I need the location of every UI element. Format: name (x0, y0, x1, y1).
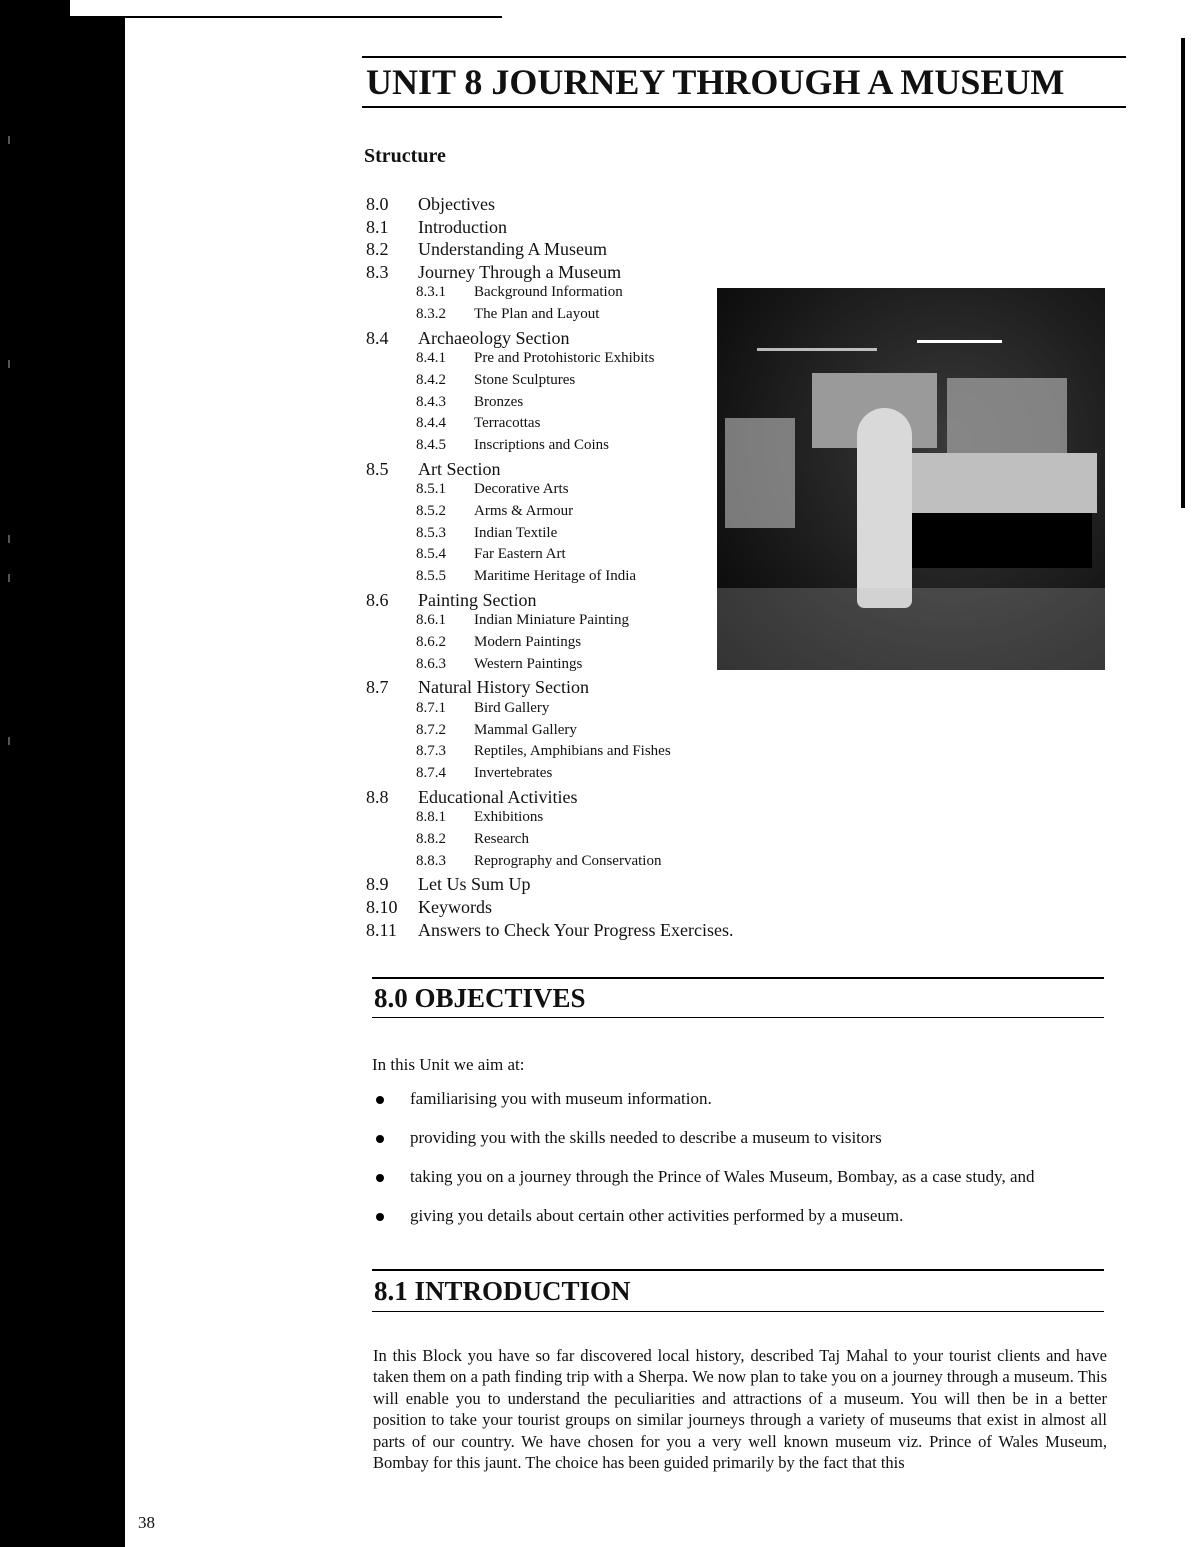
toc-item-number: 8.6.1 (416, 612, 446, 629)
toc-item (366, 194, 786, 217)
toc-item (366, 722, 786, 744)
margin-tick (8, 136, 10, 144)
toc-item-label: Far Eastern Art (474, 546, 566, 563)
toc-item-number: 8.10 (366, 897, 398, 918)
margin-tick (8, 360, 10, 368)
toc-item-number: 8.6.2 (416, 634, 446, 651)
toc-item (366, 217, 786, 240)
toc-item-label: Understanding A Museum (418, 239, 607, 260)
structure-heading: Structure (364, 145, 446, 167)
toc-item-label: Modern Paintings (474, 634, 582, 651)
toc-item (366, 765, 786, 787)
right-edge-rule (1181, 38, 1185, 508)
page-binding-shadow (0, 0, 125, 1547)
toc-item-number: 8.4.3 (416, 393, 446, 410)
toc-item-label: Objectives (418, 194, 495, 214)
toc-item (366, 787, 786, 810)
photo-display-case (887, 453, 1097, 513)
toc-item-number: 8.3.1 (416, 284, 446, 301)
margin-tick (8, 535, 10, 543)
toc-item-label: Painting Section (418, 589, 537, 610)
toc-item-number: 8.6 (366, 589, 389, 610)
toc-item (366, 239, 786, 262)
toc-item-number: 8.6.3 (416, 655, 446, 672)
toc-item-label: Reprography and Conservation (474, 852, 662, 869)
toc-item-label: Bird Gallery (474, 700, 550, 717)
toc-item-number: 8.1 (366, 216, 389, 237)
toc-item-number: 8.3 (366, 261, 389, 282)
page-number: 38 (138, 1513, 155, 1532)
photo-display-base (892, 513, 1092, 568)
toc-item-label: Inscriptions and Coins (474, 437, 609, 454)
toc-item (366, 743, 786, 765)
toc-item-number: 8.5.1 (416, 481, 446, 498)
photo-exhibit (725, 418, 795, 528)
toc-item-number: 8.0 (366, 194, 389, 214)
toc-item-number: 8.7.2 (416, 721, 446, 738)
toc-item-number: 8.8.3 (416, 852, 446, 869)
toc-item (366, 874, 786, 897)
toc-item-label: Stone Sculptures (474, 372, 576, 389)
toc-item-number: 8.4.5 (416, 437, 446, 454)
list-item: taking you on a journey through the Prince of Wales Museum, Bombay, as a case study, and (372, 1166, 1106, 1188)
toc-item (366, 262, 786, 285)
unit-title: UNIT 8 JOURNEY THROUGH A MUSEUM (362, 56, 1126, 108)
toc-item-label: Indian Miniature Painting (474, 612, 629, 629)
toc-item-label: Indian Textile (474, 524, 558, 541)
toc-item-label: Background Information (474, 284, 623, 301)
toc-item-label: Maritime Heritage of India (474, 568, 637, 585)
toc-item (366, 831, 786, 853)
toc-item-number: 8.4.1 (416, 350, 446, 367)
top-rule (60, 16, 502, 18)
toc-item-label: Natural History Section (418, 677, 589, 698)
toc-item-number: 8.4.4 (416, 415, 446, 432)
toc-item (366, 853, 786, 875)
toc-item (366, 677, 786, 700)
toc-item-number: 8.4.2 (416, 372, 446, 389)
toc-item-number: 8.9 (366, 874, 389, 895)
toc-item-label: The Plan and Layout (474, 306, 600, 323)
toc-item (366, 809, 786, 831)
toc-item-label: Archaeology Section (418, 327, 570, 348)
objectives-list (372, 1088, 1106, 1227)
list-item: giving you details about certain other activities performed by a museum. (372, 1205, 1106, 1227)
toc-item-number: 8.8 (366, 786, 389, 807)
margin-tick (8, 574, 10, 582)
museum-gallery-photo (717, 288, 1105, 670)
photo-window (947, 378, 1067, 458)
toc-item-number: 8.2 (366, 239, 389, 260)
photo-floor (717, 588, 1105, 670)
toc-item-number: 8.5 (366, 458, 389, 479)
toc-item-number: 8.5.4 (416, 546, 446, 563)
toc-item-number: 8.7.4 (416, 765, 446, 782)
toc-item-label: Introduction (418, 216, 507, 237)
list-item: providing you with the skills needed to describe a museum to visitors (372, 1127, 1106, 1149)
toc-item-number: 8.8.2 (416, 831, 446, 848)
photo-light (917, 340, 1002, 343)
toc-item-label: Keywords (418, 897, 492, 918)
toc-item-label: Reptiles, Amphibians and Fishes (474, 743, 671, 760)
toc-item-number: 8.11 (366, 919, 397, 940)
toc-item-label: Bronzes (474, 393, 524, 410)
toc-item-label: Mammal Gallery (474, 721, 577, 738)
toc-item-number: 8.4 (366, 327, 389, 348)
toc-item-label: Exhibitions (474, 809, 544, 826)
toc-item-number: 8.5.2 (416, 503, 446, 520)
section-heading-introduction: 8.1 INTRODUCTION (372, 1269, 1104, 1312)
list-item: familiarising you with museum information. (372, 1088, 1106, 1110)
toc-item (366, 897, 786, 920)
toc-item-number: 8.7.1 (416, 700, 446, 717)
toc-item-label: Pre and Protohistoric Exhibits (474, 350, 655, 367)
toc-item-number: 8.5.5 (416, 568, 446, 585)
objectives-intro: In this Unit we aim at: (372, 1055, 525, 1074)
toc-item-label: Let Us Sum Up (418, 874, 531, 895)
toc-item-label: Answers to Check Your Progress Exercises. (418, 919, 734, 940)
toc-item-label: Art Section (418, 458, 501, 479)
toc-item-label: Western Paintings (474, 655, 583, 672)
toc-item (366, 920, 786, 943)
toc-item-number: 8.8.1 (416, 809, 446, 826)
section-heading-objectives: 8.0 OBJECTIVES (372, 977, 1104, 1018)
photo-light (757, 348, 877, 351)
toc-item-number: 8.7.3 (416, 743, 446, 760)
introduction-paragraph: In this Block you have so far discovered local history, described Taj Mahal to your tourist clients and have taken them on a path finding trip with a Sherpa. We now plan to take you on a journey through a museum. This will enable you to understand the peculiarities and attractions of a museum. You will then be in a better position to take your tourist groups on similar journeys through a variety of museums that exist in almost all parts of our country. We have chosen for you a very well known museum viz. Prince of Wales Museum, Bombay for this jaunt. The choice has been guided primarily by the fact that this (373, 1346, 1108, 1473)
toc-item-label: Research (474, 831, 529, 848)
toc-item-number: 8.5.3 (416, 524, 446, 541)
margin-tick (8, 737, 10, 745)
toc-item-label: Journey Through a Museum (418, 261, 622, 282)
toc-item-number: 8.3.2 (416, 306, 446, 323)
toc-item-label: Educational Activities (418, 786, 578, 807)
toc-item (366, 700, 786, 722)
toc-item-label: Arms & Armour (474, 503, 574, 520)
toc-item-label: Invertebrates (474, 765, 553, 782)
toc-item-number: 8.7 (366, 677, 389, 698)
toc-item-label: Terracottas (474, 415, 541, 432)
photo-visitor-figure (857, 408, 912, 608)
toc-item-label: Decorative Arts (474, 481, 569, 498)
